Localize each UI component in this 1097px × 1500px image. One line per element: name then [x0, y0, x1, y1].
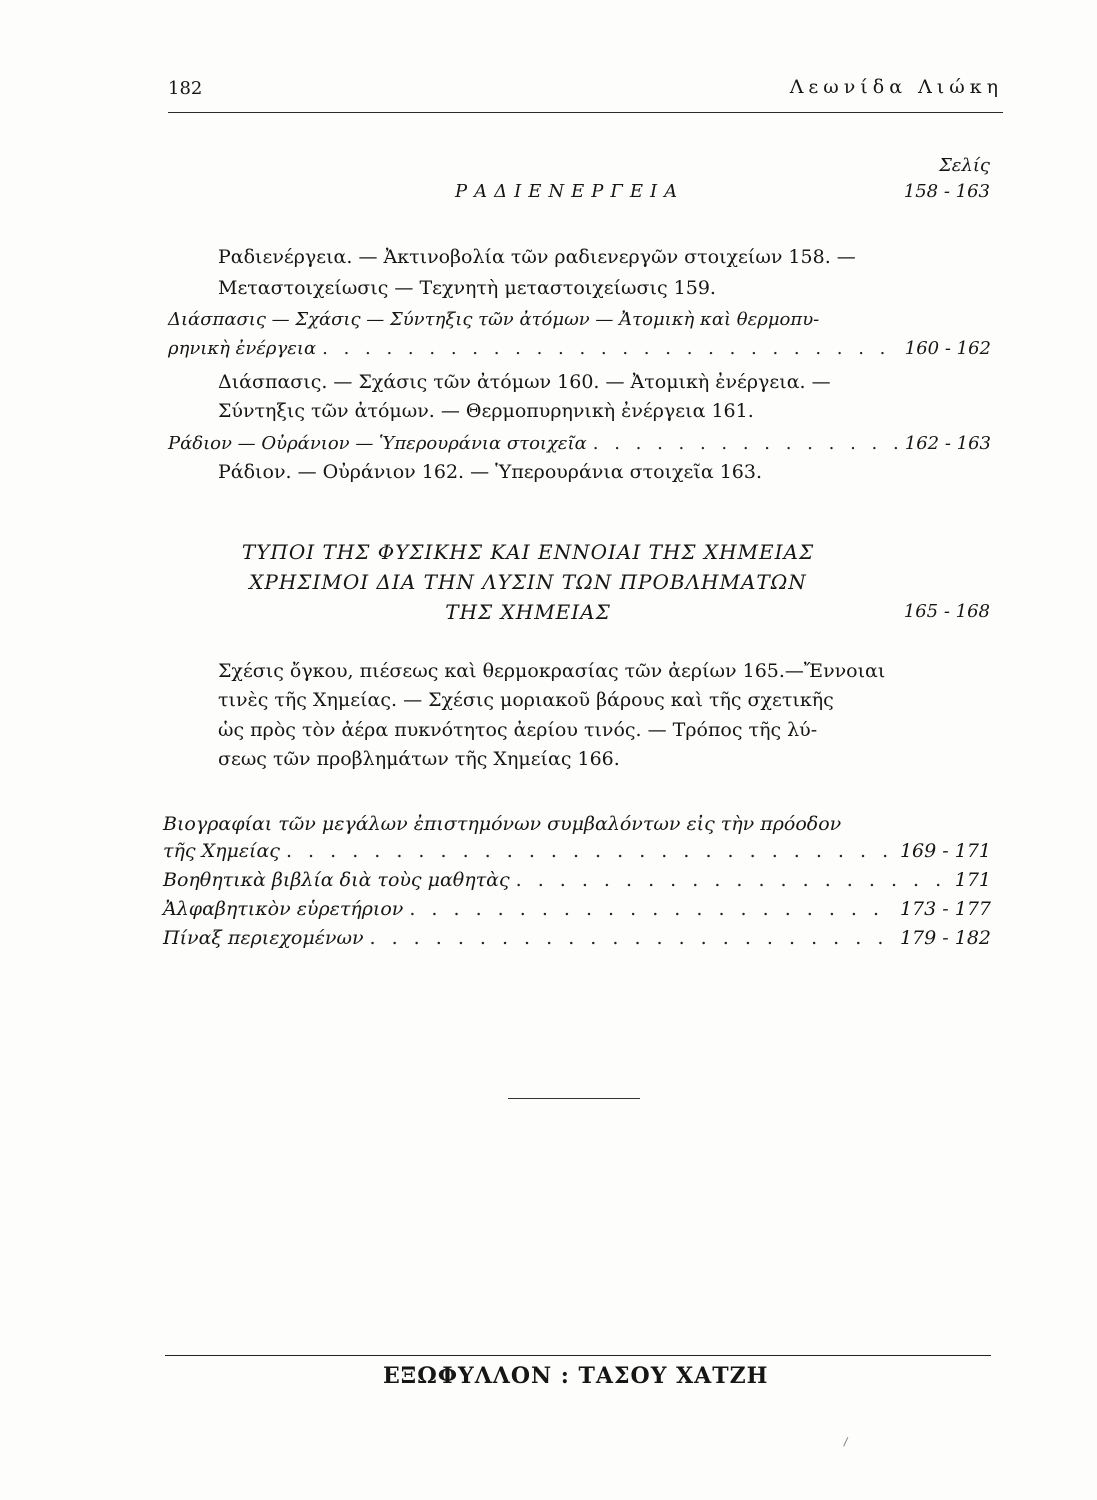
leader-dots	[322, 338, 899, 359]
auxiliary-books-entry	[163, 869, 991, 891]
text-line: Σύντηξις τῶν ἀτόμων. — Θερμοπυρηνικὴ ἐνέργεια 161.	[218, 400, 754, 422]
leader-dots	[516, 869, 949, 891]
subsection-title: Ράδιον — Οὐράνιον — Ὑπερουράνια στοιχεῖα	[168, 433, 587, 454]
pages-column-label: Σελίς	[939, 155, 990, 176]
text-line: σεως τῶν προβλημάτων τῆς Χημείας 166.	[218, 748, 620, 770]
contents-pages: 179 - 182	[899, 927, 991, 949]
subsection-title-cont: ρηνικὴ ἐνέργεια	[168, 338, 317, 359]
subsection-pages: 160 - 162	[904, 338, 991, 359]
auxiliary-books-title: Βοηθητικὰ βιβλία διὰ τοὺς μαθητὰς	[163, 869, 510, 891]
index-title: Ἀλφαβητικὸν εὑρετήριον	[163, 898, 404, 920]
section-pages-radioactivity: 158 - 163	[903, 181, 990, 202]
subsection-entry	[168, 338, 991, 359]
leader-dots	[593, 433, 899, 454]
subsection-entry	[168, 433, 991, 454]
section-title-types-line1: ΤΥΠΟΙ ΤΗΣ ΦΥΣΙΚΗΣ ΚΑΙ ΕΝΝΟΙΑΙ ΤΗΣ ΧΗΜΕΙΑΣ	[241, 540, 815, 564]
scan-mark	[843, 1437, 854, 1449]
biographies-entry	[163, 840, 991, 862]
biographies-title-cont: τῆς Χημείας	[163, 840, 280, 862]
contents-entry	[163, 927, 991, 949]
auxiliary-books-pages: 171	[954, 869, 991, 891]
text-line: τινὲς τῆς Χημείας. — Σχέσις μοριακοῦ βάρους καὶ τῆς σχετικῆς	[218, 689, 834, 711]
biographies-title: Βιογραφίαι τῶν μεγάλων ἐπιστημόνων συμβαλόντων εἰς τὴν πρόοδον	[163, 813, 842, 835]
running-title: Λεωνίδα Λιώκη	[789, 76, 1003, 98]
index-pages: 173 - 177	[899, 898, 991, 920]
text-line: Ραδιενέργεια. — Ἀκτινοβολία τῶν ραδιενεργῶν στοιχείων 158. —	[218, 246, 856, 268]
text-line: Διάσπασις. — Σχάσις τῶν ἀτόμων 160. — Ἀτομικὴ ἐνέργεια. —	[218, 371, 831, 393]
section-pages-types: 165 - 168	[903, 601, 990, 622]
separator-rule	[508, 1098, 640, 1099]
cover-credit: ΕΞΩΦΥΛΛΟΝ : ΤΑΣΟΥ ΧΑΤΖΗ	[383, 1363, 769, 1389]
index-entry	[163, 898, 991, 920]
section-title-types-line2: ΧΡΗΣΙΜΟΙ ΔΙΑ ΤΗΝ ΛΥΣΙΝ ΤΩΝ ΠΡΟΒΛΗΜΑΤΩΝ	[249, 570, 807, 594]
leader-dots	[409, 898, 894, 920]
section-title-types-line3: ΤΗΣ ΧΗΜΕΙΑΣ	[445, 600, 611, 624]
leader-dots	[370, 927, 894, 949]
subsection-pages: 162 - 163	[904, 433, 991, 454]
leader-dots	[286, 840, 894, 862]
text-line: Σχέσις ὄγκου, πιέσεως καὶ θερμοκρασίας τῶν ἀερίων 165.—Ἔννοιαι	[218, 660, 886, 682]
text-line: ὡς πρὸς τὸν ἀέρα πυκνότητος ἀερίου τινός. — Τρόπος τῆς λύ-	[218, 719, 818, 741]
header-rule	[168, 112, 1003, 113]
text-line: Ράδιον. — Οὐράνιον 162. — Ὑπερουράνια στοιχεῖα 163.	[218, 461, 763, 483]
subsection-title: Διάσπασις — Σχάσις — Σύντηξις τῶν ἀτόμων — Ἀτομικὴ καὶ θερμοπυ-	[168, 309, 820, 330]
section-title-radioactivity: ΡΑΔΙΕΝΕΡΓΕΙΑ	[455, 181, 685, 202]
footer-rule	[165, 1355, 991, 1356]
biographies-pages: 169 - 171	[899, 840, 991, 862]
page-number: 182	[168, 78, 203, 99]
text-line: Μεταστοιχείωσις — Τεχνητὴ μεταστοιχείωσις 159.	[218, 277, 716, 299]
contents-title: Πίναξ περιεχομένων	[163, 927, 364, 949]
